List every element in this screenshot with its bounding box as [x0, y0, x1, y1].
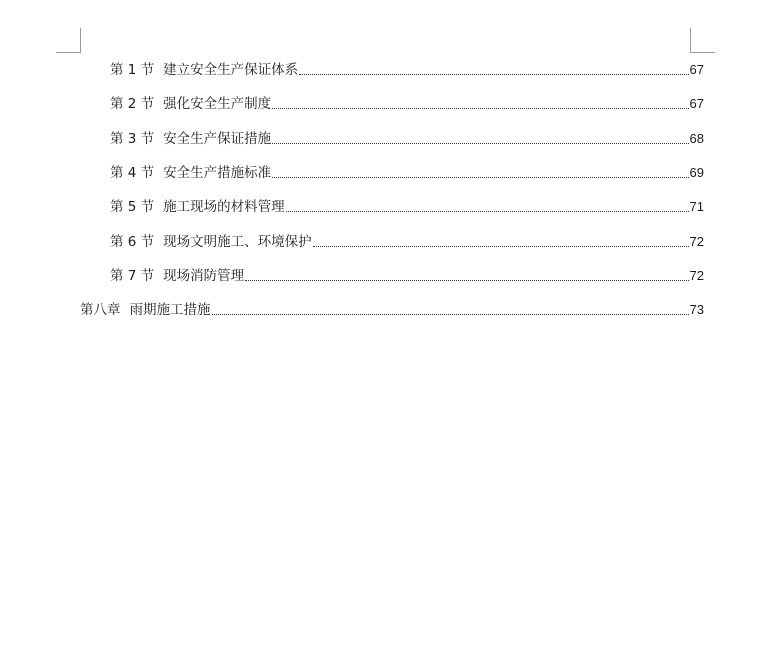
toc-entry[interactable]	[110, 129, 704, 149]
toc-entry-number: 第 7 节	[110, 268, 155, 284]
toc-dot-leader	[245, 280, 688, 281]
toc-entry-page-number: 73	[689, 302, 704, 317]
toc-dot-leader	[313, 246, 689, 247]
toc-entry[interactable]	[110, 60, 704, 80]
toc-entry-number: 第 5 节	[110, 199, 155, 215]
toc-entry-title: 建立安全生产保证体系	[163, 62, 299, 78]
toc-entry-number: 第 4 节	[110, 165, 155, 181]
toc-entry-page-number: 72	[689, 234, 704, 249]
toc-entry-title: 施工现场的材料管理	[163, 199, 285, 215]
toc-entry[interactable]	[110, 266, 704, 286]
toc-dot-leader	[272, 143, 688, 144]
toc-entry[interactable]	[110, 197, 704, 217]
toc-entry[interactable]	[110, 232, 704, 252]
toc-entry-page-number: 69	[689, 165, 704, 180]
toc-entry[interactable]	[110, 94, 704, 114]
page-margin-corner-top-left	[56, 28, 81, 53]
toc-entry-title: 现场消防管理	[163, 268, 245, 284]
toc-dot-leader	[286, 211, 689, 212]
toc-dot-leader	[272, 177, 688, 178]
toc-entry-title: 安全生产保证措施	[163, 131, 272, 147]
toc-entry-title: 强化安全生产制度	[163, 96, 272, 112]
toc-dot-leader	[212, 314, 689, 315]
toc-dot-leader	[299, 74, 688, 75]
toc-entry-number: 第八章	[80, 302, 121, 318]
toc-entry-title: 雨期施工措施	[129, 302, 211, 318]
toc-entry-number: 第 1 节	[110, 62, 155, 78]
toc-entry-title: 现场文明施工、环境保护	[163, 234, 312, 250]
toc-entry-page-number: 72	[689, 268, 704, 283]
toc-entry-page-number: 68	[689, 131, 704, 146]
toc-entry-number: 第 2 节	[110, 96, 155, 112]
toc-entry-number: 第 6 节	[110, 234, 155, 250]
toc-entry-page-number: 67	[689, 62, 704, 77]
toc-entry-page-number: 67	[689, 96, 704, 111]
toc-entry[interactable]	[110, 163, 704, 183]
toc-entry[interactable]	[80, 300, 704, 320]
page-margin-corner-top-right	[690, 28, 715, 53]
toc-entry-number: 第 3 节	[110, 131, 155, 147]
toc-dot-leader	[272, 108, 688, 109]
toc-entry-page-number: 71	[689, 199, 704, 214]
toc-entry-title: 安全生产措施标准	[163, 165, 272, 181]
